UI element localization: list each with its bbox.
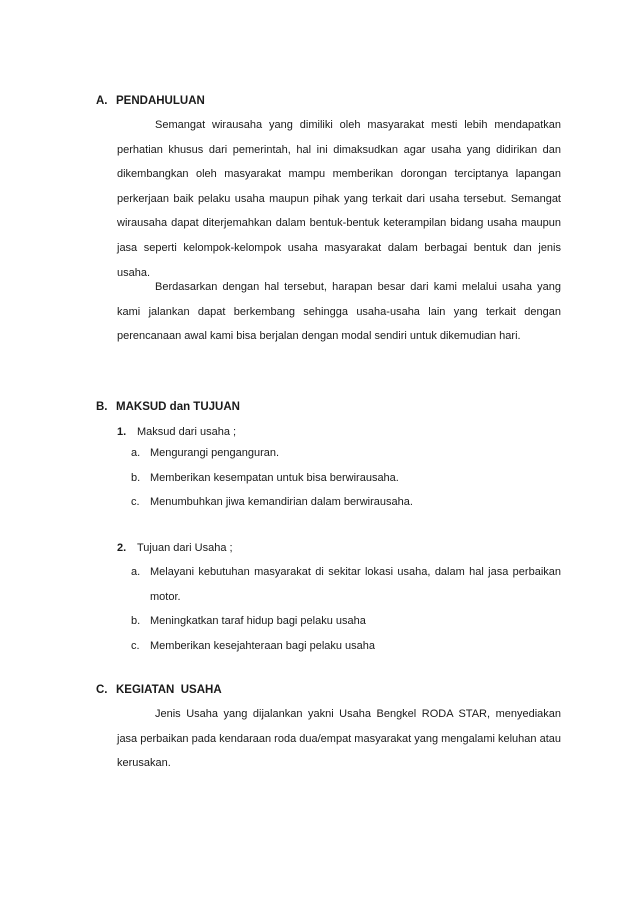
paragraph-text: Semangat wirausaha yang dimiliki oleh masyarakat mesti lebih mendapatkan perhatian khusus dari pemerintah, hal ini dimaksudkan agar usaha yang didirikan dan dikembangkan oleh masyarakat mampu memberikan dorongan terciptanya lapangan perkerjaan baik pelaku usaha maupun pihak yang terkait dari usaha tersebut. Semangat wirausaha dapat diterjemahkan dalam bentuk-bentuk keterampilan bidang usaha maupun jasa seperti kelompok-kelompok usaha masyarakat dalam berbagai bentuk dan jenis usaha. xyxy=(117,119,561,279)
list-number: 1. xyxy=(117,426,127,438)
list-item xyxy=(131,560,561,609)
list-text: Memberikan kesejahteraan bagi pelaku usaha xyxy=(150,639,376,652)
numbered-heading xyxy=(117,425,236,439)
list-text: Melayani kebutuhan masyarakat di sekitar lokasi usaha, dalam hal jasa perbaikan motor. xyxy=(150,566,561,603)
list-item xyxy=(131,490,561,515)
list-mark: c. xyxy=(131,639,140,652)
list-item xyxy=(131,441,561,466)
list-mark: a. xyxy=(131,447,141,459)
paragraph xyxy=(117,702,561,776)
list-mark: b. xyxy=(131,471,141,484)
section-b-heading xyxy=(96,400,240,414)
list-label: Maksud dari usaha ; xyxy=(137,426,237,438)
section-c-heading xyxy=(96,683,222,697)
list-mark: b. xyxy=(131,615,141,628)
section-letter: B. xyxy=(96,401,108,413)
section-letter: A. xyxy=(96,95,108,107)
list-item xyxy=(131,609,561,634)
list-mark: c. xyxy=(131,496,140,509)
section-letter: C. xyxy=(96,684,108,696)
section-a-heading xyxy=(96,94,205,108)
sub-list xyxy=(131,441,561,515)
list-label: Tujuan dari Usaha ; xyxy=(137,542,233,554)
list-text: Mengurangi penganguran. xyxy=(150,447,280,459)
list-item xyxy=(131,634,561,659)
numbered-heading xyxy=(117,541,233,555)
list-text: Memberikan kesempatan untuk bisa berwirausaha. xyxy=(150,471,399,484)
paragraph xyxy=(117,113,561,285)
paragraph xyxy=(117,275,561,349)
paragraph-text: Jenis Usaha yang dijalankan yakni Usaha Bengkel RODA STAR, menyediakan jasa perbaikan pada kendaraan roda dua/empat masyarakat yang mengalami keluhan atau kerusakan. xyxy=(117,708,561,770)
list-mark: a. xyxy=(131,566,141,578)
list-text: Meningkatkan taraf hidup bagi pelaku usaha xyxy=(150,615,366,628)
list-text: Menumbuhkan jiwa kemandirian dalam berwirausaha. xyxy=(150,496,413,509)
section-title: MAKSUD dan TUJUAN xyxy=(116,401,240,413)
list-number: 2. xyxy=(117,542,127,554)
sub-list xyxy=(131,560,561,658)
list-item xyxy=(131,466,561,491)
paragraph-text: Berdasarkan dengan hal tersebut, harapan besar dari kami melalui usaha yang kami jalankan dapat berkembang sehingga usaha-usaha lain yang terkait dengan perencanaan awal kami bisa berjalan dengan modal sendiri untuk dikemudian hari. xyxy=(117,281,561,343)
section-title: PENDAHULUAN xyxy=(116,95,205,107)
section-title: KEGIATAN USAHA xyxy=(116,684,222,696)
